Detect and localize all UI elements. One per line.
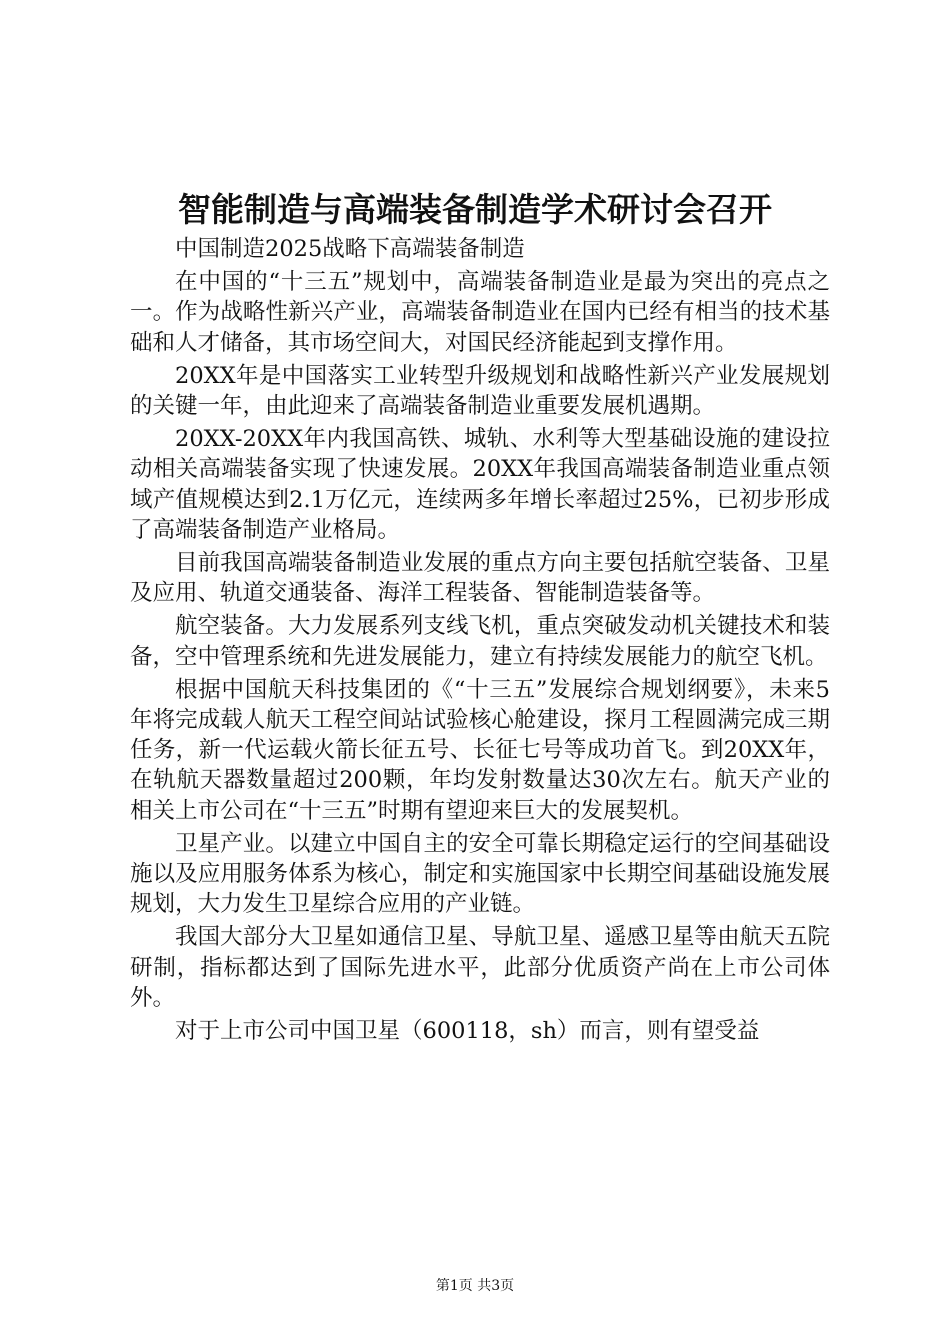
- body-paragraph: 卫星产业。以建立中国自主的安全可靠长期稳定运行的空间基础设施以及应用服务体系为核心，制定和实施国家中长期空间基础设施发展规划，大力发生卫星综合应用的产业链。: [130, 830, 830, 918]
- page-number-footer: 第1页 共3页: [435, 1278, 515, 1294]
- document-title: 智能制造与高端装备制造学术研讨会召开: [178, 190, 772, 229]
- body-paragraph: 根据中国航天科技集团的《“十三五”发展综合规划纲要》，未来5年将完成载人航天工程空间站试验核心舱建设，探月工程圆满完成三期任务，新一代运载火箭长征五号、长征七号等成功首飞。到20XX年，在轨航天器数量超过200颗，年均发射数量达30次左右。航天产业的相关上市公司在“十三五”时期有望迎来巨大的发展契机。: [130, 676, 830, 824]
- body-paragraph: 对于上市公司中国卫星（600118，sh）而言，则有望受益: [175, 1018, 760, 1045]
- subtitle-paragraph: 中国制造2025战略下高端装备制造: [175, 236, 525, 262]
- body-paragraph: 20XX-20XX年内我国高铁、城轨、水利等大型基础设施的建设拉动相关高端装备实现了快速发展。20XX年我国高端装备制造业重点领域产值规模达到2.1万亿元，连续两多年增长率超过25%，已初步形成了高端装备制造产业格局。: [130, 426, 830, 543]
- body-paragraph: 我国大部分大卫星如通信卫星、导航卫星、遥感卫星等由航天五院研制，指标都达到了国际先进水平，此部分优质资产尚在上市公司体外。: [130, 924, 830, 1011]
- body-paragraph: 目前我国高端装备制造业发展的重点方向主要包括航空装备、卫星及应用、轨道交通装备、海洋工程装备、智能制造装备等。: [130, 550, 830, 607]
- body-paragraph: 在中国的“十三五”规划中，高端装备制造业是最为突出的亮点之一。作为战略性新兴产业，高端装备制造业在国内已经有相当的技术基础和人才储备，其市场空间大，对国民经济能起到支撑作用。: [130, 269, 830, 356]
- document-body: [130, 234, 830, 1049]
- body-paragraph: 20XX年是中国落实工业转型升级规划和战略性新兴产业发展规划的关键一年，由此迎来了高端装备制造业重要发展机遇期。: [130, 362, 830, 420]
- body-paragraph: 航空装备。大力发展系列支线飞机，重点突破发动机关键技术和装备，空中管理系统和先进发展能力，建立有持续发展能力的航空飞机。: [130, 613, 830, 670]
